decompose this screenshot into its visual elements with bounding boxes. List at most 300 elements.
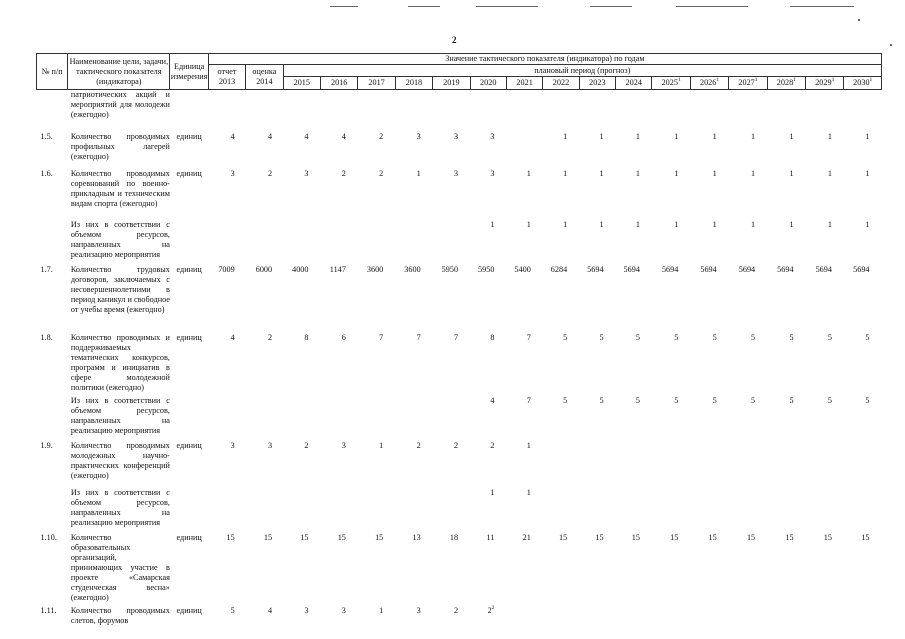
value: 3 (268, 440, 273, 450)
value: 15 (300, 532, 309, 542)
value-cell (320, 485, 357, 530)
value-cell (320, 129, 357, 166)
value: 1 (635, 168, 640, 178)
footnote-mark: 1 (793, 77, 796, 83)
row-number (37, 217, 68, 262)
value-cell (470, 90, 506, 129)
value-cell (729, 166, 767, 217)
value-cell (729, 330, 767, 393)
value: 4 (268, 605, 273, 615)
value-cell (470, 330, 506, 393)
value-cell (767, 530, 805, 603)
value-cell (844, 603, 882, 636)
value: 1 (827, 131, 832, 141)
value: 7009 (218, 264, 235, 274)
table-row (37, 438, 882, 485)
value: 5694 (700, 264, 717, 274)
value-cell (690, 530, 728, 603)
value: 3 (304, 168, 309, 178)
value-cell (283, 262, 320, 330)
value-cell (729, 129, 767, 166)
value: 5 (789, 332, 794, 342)
value: 2 (416, 440, 421, 450)
value-cell (506, 330, 542, 393)
value-cell (690, 438, 728, 485)
value-cell (543, 530, 579, 603)
value-cell (395, 485, 432, 530)
value: 1 (526, 487, 531, 497)
value-cell (844, 90, 882, 129)
value-cell (470, 393, 506, 438)
value: 1 (526, 440, 531, 450)
table-row (37, 603, 882, 636)
speck (858, 19, 860, 21)
footnote-mark: 1 (831, 77, 835, 83)
value-cell (320, 330, 357, 393)
value: 3600 (366, 264, 384, 274)
value: 1 (635, 131, 640, 141)
value-cell (616, 217, 652, 262)
value-cell (283, 530, 320, 603)
value-cell (543, 330, 579, 393)
speck (890, 44, 892, 46)
value: 1 (712, 219, 717, 229)
top-rule-2 (408, 6, 440, 7)
value: 1 (865, 168, 870, 178)
footnote-mark: 1 (677, 77, 681, 83)
value-cell (652, 129, 690, 166)
value-cell (543, 166, 579, 217)
value-cell (616, 530, 652, 603)
value-cell (358, 262, 395, 330)
value-cell (844, 393, 882, 438)
table-row (37, 393, 882, 438)
value-cell (283, 166, 320, 217)
value: 6 (341, 332, 346, 342)
value-cell (729, 262, 767, 330)
value-cell (433, 393, 470, 438)
value-cell (652, 90, 690, 129)
value: 1 (526, 219, 531, 229)
value-cell (767, 129, 805, 166)
value: 1 (789, 219, 794, 229)
value: 4 (341, 131, 346, 141)
value-cell (208, 393, 245, 438)
value-cell (690, 485, 728, 530)
header-year-2018 (395, 77, 432, 90)
value-cell (506, 393, 542, 438)
value-cell (806, 90, 844, 129)
value-cell (652, 393, 690, 438)
value-cell (844, 129, 882, 166)
value-cell (543, 217, 579, 262)
value: 1147 (329, 264, 346, 274)
value: 11 (486, 532, 495, 542)
header-planned: плановый период (прогноз) (283, 65, 881, 77)
value: 1 (865, 131, 870, 141)
value-cell (358, 485, 395, 530)
value: 1 (599, 168, 604, 178)
value: 3 (490, 131, 495, 141)
value-cell (395, 530, 432, 603)
value: 6284 (550, 264, 568, 274)
value-cell (283, 485, 320, 530)
value-cell (506, 166, 542, 217)
value-cell (358, 603, 395, 636)
value-cell (844, 262, 882, 330)
value-cell (767, 603, 805, 636)
row-number: 1.6. (40, 168, 53, 178)
value-cell (358, 530, 395, 603)
value: 5950 (441, 264, 459, 274)
value-cell (283, 129, 320, 166)
row-unit: единиц (176, 440, 202, 450)
value-cell (543, 90, 579, 129)
value: 4 (304, 131, 309, 141)
value: 4 (490, 395, 495, 405)
value-cell (208, 166, 245, 217)
value: 1 (599, 131, 604, 141)
row-unit: единиц (176, 332, 202, 342)
value: 2 (453, 440, 459, 450)
value-cell (652, 530, 690, 603)
value-cell (616, 393, 652, 438)
value-cell (246, 330, 283, 393)
value: 1 (751, 131, 756, 141)
value-cell (433, 262, 470, 330)
value-cell (506, 217, 542, 262)
value-cell (208, 129, 245, 166)
value-cell (652, 166, 690, 217)
value-cell (543, 393, 579, 438)
row-unit: единиц (176, 605, 202, 615)
value-cell (246, 129, 283, 166)
value: 15 (226, 532, 235, 542)
value-cell (433, 217, 470, 262)
header-year-2024 (616, 77, 652, 90)
value: 15 (595, 532, 604, 542)
value: 3 (341, 605, 346, 615)
top-rule-3 (476, 6, 538, 7)
value-cell (208, 485, 245, 530)
value: 1 (599, 219, 604, 229)
value: 5 (599, 332, 604, 342)
value: 15 (708, 532, 717, 542)
table-row (37, 530, 882, 603)
value: 1 (751, 219, 756, 229)
value: 1 (827, 219, 832, 229)
header-year-label: 2023 (589, 78, 606, 87)
value: 3 (416, 131, 421, 141)
value: 5694 (623, 264, 640, 274)
value-cell (358, 217, 395, 262)
value-cell (690, 393, 728, 438)
value: 1 (635, 219, 640, 229)
header-year-2027 (729, 77, 767, 90)
value-cell (652, 485, 690, 530)
value-cell (283, 438, 320, 485)
value-cell (690, 330, 728, 393)
value-cell (616, 166, 652, 217)
value-cell (767, 485, 805, 530)
header-year-2025 (652, 77, 690, 90)
header-year-label: 2020 (480, 78, 497, 87)
value-cell (579, 217, 615, 262)
value-cell (470, 485, 506, 530)
value: 3 (490, 168, 495, 178)
row-name: Из них в соответствии с объемом ресурсов, направленных на реализацию мероприятия (70, 395, 170, 435)
value-cell (579, 262, 615, 330)
table-row (37, 330, 882, 393)
value-cell (320, 166, 357, 217)
value-cell (433, 438, 470, 485)
value-cell (433, 603, 470, 636)
row-name: патриотических акций и мероприятий для молодежи (ежегодно) (70, 90, 170, 119)
value-cell (844, 217, 882, 262)
value: 8 (304, 332, 309, 342)
value: 1 (789, 168, 794, 178)
value: 5 (599, 395, 604, 405)
value-cell (283, 603, 320, 636)
value-cell (652, 217, 690, 262)
value: 2 (490, 440, 495, 450)
value-cell (690, 603, 728, 636)
value-cell (543, 603, 579, 636)
row-name: Количество проводимых молодежных научно-практических конференций (ежегодно) (70, 440, 170, 480)
value: 2 (304, 440, 309, 450)
value-cell (433, 90, 470, 129)
header-year-2016 (320, 77, 357, 90)
row-name: Количество проводимых слетов, форумов (70, 605, 170, 625)
value: 15 (263, 532, 273, 542)
value-cell (246, 530, 283, 603)
value: 3 (416, 605, 421, 615)
footnote-mark: 1 (754, 77, 758, 83)
value-cell (844, 330, 882, 393)
value-cell (579, 485, 615, 530)
value-cell (470, 217, 506, 262)
header-year-label: 2018 (405, 78, 423, 87)
value: 13 (412, 532, 421, 542)
value-cell (358, 393, 395, 438)
value-cell (358, 330, 395, 393)
row-unit: единиц (176, 168, 202, 178)
value-cell (806, 330, 844, 393)
value: 3 (230, 168, 235, 178)
value: 7 (526, 395, 531, 405)
header-estimate: оценка 2014 (246, 65, 283, 90)
value: 4 (230, 332, 235, 342)
value-cell (543, 485, 579, 530)
footnote-mark: 2 (491, 604, 495, 611)
value: 15 (861, 532, 870, 542)
value: 1 (712, 168, 717, 178)
row-unit: единиц (176, 131, 202, 141)
header-year-label: 2015 (293, 78, 310, 87)
value-cell (470, 129, 506, 166)
value-cell (470, 603, 506, 636)
value: 5 (563, 395, 568, 405)
row-name: Из них в соответствии с объемом ресурсов, направленных на реализацию мероприятия (70, 487, 170, 527)
row-number (37, 393, 68, 438)
row-unit (170, 393, 208, 438)
value: 5 (789, 395, 794, 405)
row-unit (170, 217, 208, 262)
value-cell (767, 438, 805, 485)
value: 2 (268, 168, 273, 178)
value: 5400 (514, 264, 531, 274)
value-cell (767, 166, 805, 217)
value: 3 (453, 131, 459, 141)
value-cell (320, 603, 357, 636)
value-cell (506, 485, 542, 530)
value-cell (320, 262, 357, 330)
value-cell (616, 90, 652, 129)
header-year-2017 (358, 77, 395, 90)
row-unit (170, 485, 208, 530)
footnote-mark: 1 (869, 77, 873, 83)
top-rule-5 (676, 6, 748, 7)
value: 2 (453, 605, 459, 615)
row-name: Количество проводимых профильных лагерей (ежегодно) (70, 131, 170, 161)
header-year-label: 2026 (699, 78, 717, 87)
header-year-label: 2021 (516, 78, 533, 87)
page-number: 2 (452, 35, 457, 45)
value: 1 (379, 605, 384, 615)
table-row (37, 262, 882, 330)
header-unit: Единица измерения (170, 54, 208, 90)
value-cell (506, 530, 542, 603)
value-cell (543, 129, 579, 166)
value: 5 (865, 395, 870, 405)
value-cell (579, 530, 615, 603)
value: 15 (631, 532, 640, 542)
top-rule-6 (790, 6, 854, 7)
value-cell (806, 393, 844, 438)
value-cell (767, 90, 805, 129)
table-row (37, 485, 882, 530)
value-cell (433, 166, 470, 217)
value-cell (844, 166, 882, 217)
value: 2 (341, 168, 346, 178)
table-row (37, 129, 882, 166)
value: 1 (865, 219, 870, 229)
value: 5694 (587, 264, 604, 274)
header-year-label: 2030 (853, 78, 870, 87)
value-cell (208, 530, 245, 603)
value: 5950 (478, 264, 495, 274)
value-cell (652, 603, 690, 636)
value-cell (729, 438, 767, 485)
value-cell (395, 330, 432, 393)
value-cell (208, 438, 245, 485)
value: 5 (230, 605, 235, 615)
header-report: отчет 2013 (208, 65, 245, 90)
value-cell (767, 330, 805, 393)
header-year-2022 (543, 77, 579, 90)
header-name: Наименование цели, задачи, тактического показателя (индикатора) (68, 54, 170, 90)
value: 1 (674, 168, 679, 178)
value: 1 (751, 168, 756, 178)
value-cell (579, 166, 615, 217)
value: 5 (751, 332, 756, 342)
row-unit: единиц (176, 264, 202, 274)
value-cell (806, 166, 844, 217)
value-cell (395, 90, 432, 129)
table-row (37, 166, 882, 217)
value-cell (358, 438, 395, 485)
header-year-2026 (690, 77, 728, 90)
row-number: 1.5. (40, 131, 53, 141)
value-cell (208, 330, 245, 393)
value: 5 (865, 332, 870, 342)
table-body (37, 90, 882, 636)
value-cell (652, 438, 690, 485)
value: 5694 (853, 264, 870, 274)
value-cell (506, 90, 542, 129)
value-cell (806, 438, 844, 485)
value: 5 (751, 395, 756, 405)
value-cell (358, 129, 395, 166)
header-year-2021 (506, 77, 542, 90)
value-cell (579, 330, 615, 393)
value: 5694 (777, 264, 794, 274)
value-cell (579, 90, 615, 129)
table-row (37, 90, 882, 129)
top-rule-4 (590, 6, 632, 7)
value-cell (246, 166, 283, 217)
value-cell (283, 217, 320, 262)
value-cell (579, 129, 615, 166)
value-cell (433, 485, 470, 530)
row-unit (170, 90, 208, 129)
value-cell (358, 90, 395, 129)
top-rule-1 (330, 6, 358, 7)
value: 1 (526, 168, 531, 178)
value-cell (433, 330, 470, 393)
value-cell (806, 485, 844, 530)
value-cell (690, 217, 728, 262)
value: 3 (341, 440, 346, 450)
header-year-2029 (806, 77, 844, 90)
value: 15 (558, 532, 568, 542)
value-cell (506, 603, 542, 636)
value-cell (652, 262, 690, 330)
table-row (37, 217, 882, 262)
value-cell (395, 438, 432, 485)
row-name: Количество трудовых договоров, заключаемых с несовершеннолетними в период каникул и свободное от учебы время (ежегодно) (70, 264, 170, 314)
header-year-label: 2016 (330, 78, 348, 87)
header-year-2020 (470, 77, 506, 90)
value: 2 (379, 131, 384, 141)
value: 1 (563, 131, 568, 141)
value: 5 (827, 395, 832, 405)
value-cell (806, 530, 844, 603)
value-cell (690, 262, 728, 330)
value-cell (246, 485, 283, 530)
value: 3 (453, 168, 459, 178)
value: 5 (712, 332, 717, 342)
value: 1 (379, 440, 384, 450)
value: 21 (522, 532, 531, 542)
row-number: 1.8. (40, 332, 53, 342)
header-values: Значение тактического показателя (индикатора) по годам (208, 54, 881, 65)
header-year-label: 2025 (661, 78, 678, 87)
header-year-2019 (433, 77, 470, 90)
value: 18 (449, 532, 459, 542)
value-cell (806, 603, 844, 636)
value-cell (690, 90, 728, 129)
